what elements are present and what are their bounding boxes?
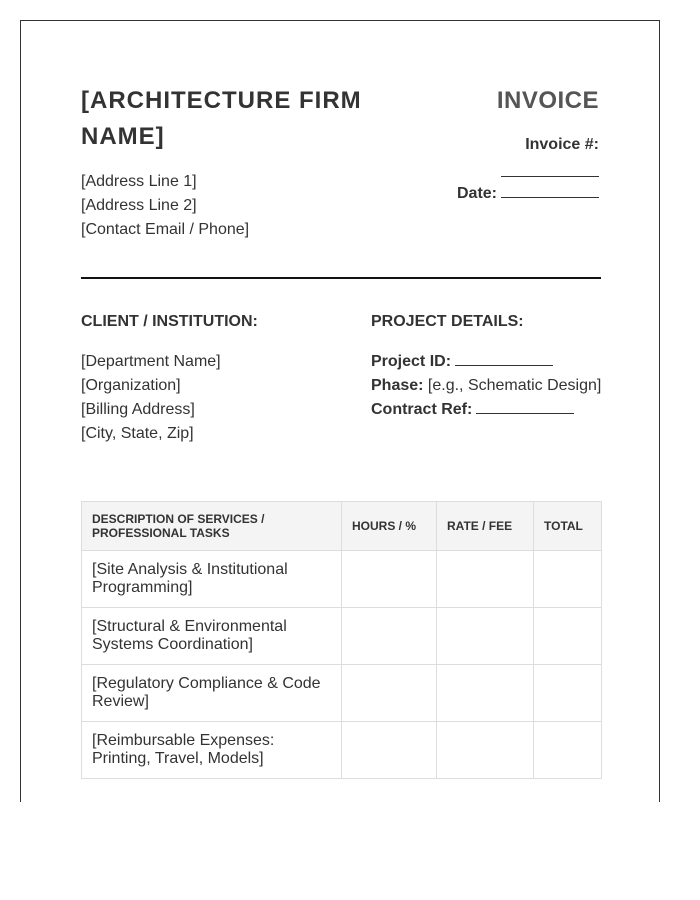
header-description: DESCRIPTION OF SERVICES / PROFESSIONAL TASKS <box>82 502 342 551</box>
invoice-number-blank <box>501 176 599 177</box>
project-phase-value: [e.g., Schematic Design] <box>427 377 602 394</box>
row-rate[interactable] <box>437 665 534 722</box>
invoice-number-label: Invoice #: <box>525 136 599 153</box>
contact-line: [Contact Email / Phone] <box>81 221 250 238</box>
project-phase-label: Phase: <box>371 377 424 394</box>
row-rate[interactable] <box>437 608 534 665</box>
address-line-1: [Address Line 1] <box>81 173 197 190</box>
row-hours[interactable] <box>342 608 437 665</box>
project-details <box>371 350 601 422</box>
header-hours: HOURS / % <box>342 502 437 551</box>
firm-name: [ARCHITECTURE FIRM NAME] <box>81 87 362 150</box>
client-organization: [Organization] <box>81 377 181 394</box>
invoice-title: INVOICE <box>496 87 599 114</box>
date-row <box>457 183 599 204</box>
client-department: [Department Name] <box>81 353 221 370</box>
table-row <box>82 551 602 608</box>
row-hours[interactable] <box>342 551 437 608</box>
contract-ref-row <box>371 398 601 422</box>
project-phase-row <box>371 374 601 398</box>
client-city-state-zip: [City, State, Zip] <box>81 425 194 442</box>
header-divider <box>81 277 601 279</box>
row-rate[interactable] <box>437 722 534 779</box>
date-label: Date: <box>456 185 497 202</box>
row-description: [Structural & Environmental Systems Coordination] <box>82 608 342 665</box>
client-billing-address: [Billing Address] <box>81 401 195 418</box>
row-rate[interactable] <box>437 551 534 608</box>
row-hours[interactable] <box>342 722 437 779</box>
client-heading: CLIENT / INSTITUTION: <box>81 313 258 330</box>
row-total[interactable] <box>534 722 602 779</box>
row-description: [Site Analysis & Institutional Programming] <box>82 551 342 608</box>
date-blank <box>501 183 599 198</box>
table-row <box>82 722 602 779</box>
row-total[interactable] <box>534 551 602 608</box>
firm-address <box>81 170 249 242</box>
header-total: TOTAL <box>534 502 602 551</box>
row-hours[interactable] <box>342 665 437 722</box>
project-id-blank <box>455 351 553 366</box>
table-row <box>82 665 602 722</box>
client-details <box>81 350 221 446</box>
header-rate: RATE / FEE <box>437 502 534 551</box>
contract-ref-label: Contract Ref: <box>371 401 473 418</box>
contract-ref-blank <box>476 399 574 414</box>
invoice-page <box>20 20 660 802</box>
row-total[interactable] <box>534 608 602 665</box>
table-row <box>82 608 602 665</box>
row-total[interactable] <box>534 665 602 722</box>
services-table <box>81 501 602 779</box>
project-id-label: Project ID: <box>371 353 452 370</box>
row-description: [Reimbursable Expenses: Printing, Travel, Models] <box>82 722 342 779</box>
address-line-2: [Address Line 2] <box>81 197 197 214</box>
table-header-row <box>82 502 602 551</box>
row-description: [Regulatory Compliance & Code Review] <box>82 665 342 722</box>
project-id-row <box>371 350 601 374</box>
project-heading: PROJECT DETAILS: <box>371 313 524 330</box>
